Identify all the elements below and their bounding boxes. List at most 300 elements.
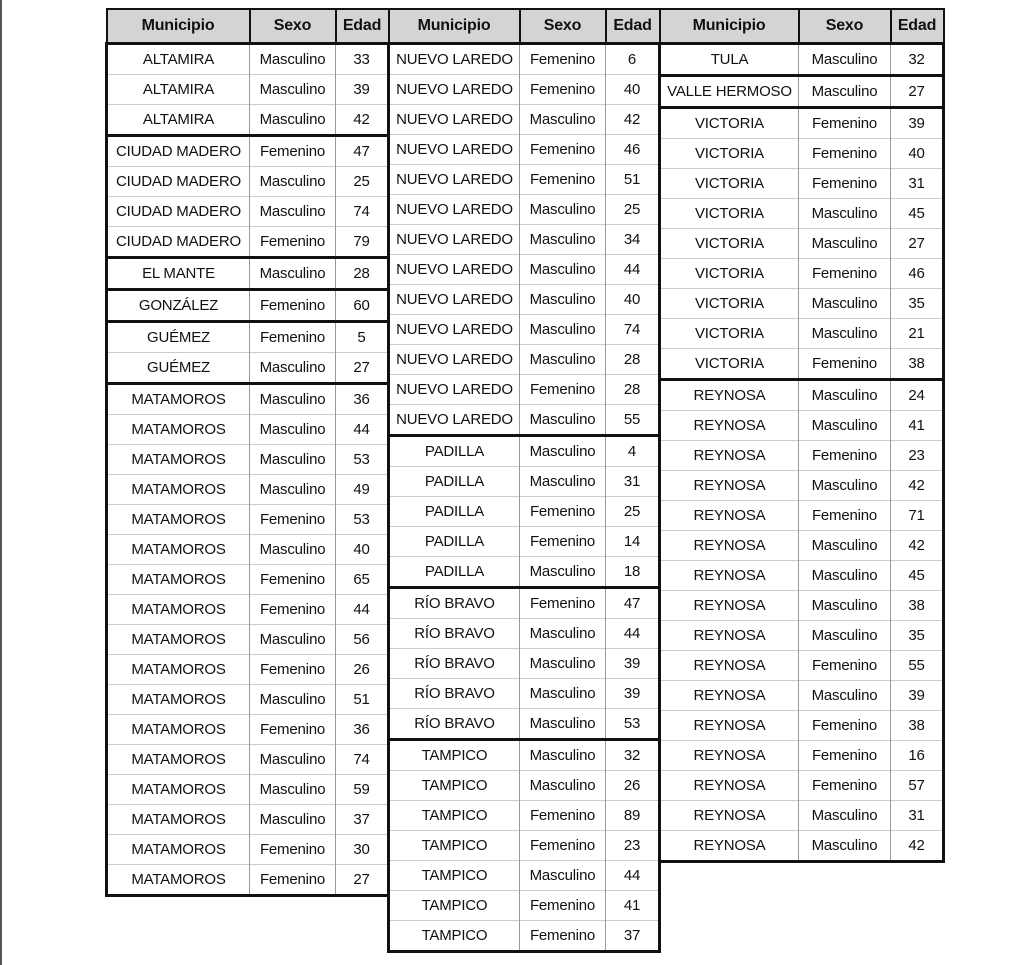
sexo-cell: Femenino [250, 865, 336, 896]
edad-cell: 5 [336, 322, 389, 353]
edad-cell: 42 [891, 831, 944, 862]
municipio-cell: RÍO BRAVO [389, 619, 520, 649]
sexo-cell: Masculino [799, 380, 891, 411]
sexo-cell: Femenino [250, 136, 336, 167]
municipio-cell: MATAMOROS [107, 715, 250, 745]
edad-cell: 31 [891, 801, 944, 831]
sexo-cell: Femenino [520, 588, 606, 619]
sexo-cell: Femenino [520, 135, 606, 165]
sexo-cell: Masculino [520, 285, 606, 315]
municipio-cell: MATAMOROS [107, 835, 250, 865]
sexo-cell: Femenino [250, 715, 336, 745]
municipio-cell: ALTAMIRA [107, 105, 250, 136]
table-row [107, 835, 389, 865]
edad-cell: 60 [336, 290, 389, 322]
header-sexo: Sexo [799, 9, 891, 44]
sexo-cell: Femenino [250, 290, 336, 322]
sexo-cell: Masculino [520, 679, 606, 709]
sexo-cell: Masculino [799, 681, 891, 711]
sexo-cell: Femenino [799, 441, 891, 471]
edad-cell: 41 [606, 891, 660, 921]
table-row [389, 557, 660, 588]
municipio-cell: NUEVO LAREDO [389, 44, 520, 75]
sexo-cell: Masculino [250, 258, 336, 290]
edad-cell: 36 [336, 384, 389, 415]
table-row [107, 805, 389, 835]
sexo-cell: Masculino [250, 384, 336, 415]
table-row [389, 619, 660, 649]
sexo-cell: Masculino [250, 535, 336, 565]
municipio-cell: VICTORIA [660, 259, 799, 289]
sexo-cell: Femenino [799, 651, 891, 681]
municipio-cell: MATAMOROS [107, 445, 250, 475]
header-edad: Edad [606, 9, 660, 44]
municipio-cell: REYNOSA [660, 591, 799, 621]
municipio-cell: GONZÁLEZ [107, 290, 250, 322]
edad-cell: 40 [606, 75, 660, 105]
table-row [389, 75, 660, 105]
sexo-cell: Femenino [520, 75, 606, 105]
table-row [660, 349, 944, 380]
municipio-cell: MATAMOROS [107, 625, 250, 655]
edad-cell: 74 [606, 315, 660, 345]
sexo-cell: Masculino [520, 861, 606, 891]
table-row [107, 445, 389, 475]
sexo-cell: Femenino [250, 227, 336, 258]
sexo-cell: Masculino [250, 105, 336, 136]
edad-cell: 79 [336, 227, 389, 258]
edad-cell: 46 [891, 259, 944, 289]
table-row [660, 681, 944, 711]
table-row [389, 801, 660, 831]
sexo-cell: Femenino [250, 505, 336, 535]
table-row [389, 467, 660, 497]
sexo-cell: Masculino [799, 831, 891, 862]
table-row [107, 258, 389, 290]
sexo-cell: Masculino [799, 561, 891, 591]
sexo-cell: Masculino [799, 199, 891, 229]
sexo-cell: Masculino [520, 345, 606, 375]
sexo-cell: Masculino [799, 319, 891, 349]
table-row [389, 285, 660, 315]
table-row [389, 497, 660, 527]
sexo-cell: Masculino [520, 740, 606, 771]
sexo-cell: Masculino [250, 415, 336, 445]
sexo-cell: Masculino [520, 255, 606, 285]
sexo-cell: Masculino [250, 745, 336, 775]
sexo-cell: Masculino [520, 557, 606, 588]
edad-cell: 57 [891, 771, 944, 801]
edad-cell: 47 [336, 136, 389, 167]
table-row [107, 505, 389, 535]
sexo-cell: Masculino [520, 709, 606, 740]
municipio-cell: VICTORIA [660, 169, 799, 199]
table-header-row [660, 9, 944, 44]
edad-cell: 45 [891, 561, 944, 591]
table-row [107, 384, 389, 415]
municipio-cell: MATAMOROS [107, 685, 250, 715]
edad-cell: 38 [891, 591, 944, 621]
edad-cell: 44 [336, 595, 389, 625]
edad-cell: 32 [891, 44, 944, 76]
edad-cell: 39 [891, 681, 944, 711]
municipio-cell: PADILLA [389, 497, 520, 527]
municipio-cell: PADILLA [389, 527, 520, 557]
edad-cell: 74 [336, 745, 389, 775]
municipio-cell: ALTAMIRA [107, 75, 250, 105]
edad-cell: 71 [891, 501, 944, 531]
sexo-cell: Masculino [250, 685, 336, 715]
data-table-3 [658, 8, 945, 863]
municipio-cell: REYNOSA [660, 801, 799, 831]
edad-cell: 14 [606, 527, 660, 557]
page-edge-line [0, 0, 2, 965]
table-row [660, 169, 944, 199]
municipio-cell: REYNOSA [660, 681, 799, 711]
edad-cell: 55 [891, 651, 944, 681]
table-row [660, 831, 944, 862]
edad-cell: 27 [336, 865, 389, 896]
edad-cell: 65 [336, 565, 389, 595]
table-row [660, 380, 944, 411]
edad-cell: 39 [606, 679, 660, 709]
table-row [107, 197, 389, 227]
table-row [660, 501, 944, 531]
sexo-cell: Masculino [520, 315, 606, 345]
edad-cell: 38 [891, 349, 944, 380]
table-row [660, 289, 944, 319]
sexo-cell: Masculino [799, 289, 891, 319]
municipio-cell: TAMPICO [389, 831, 520, 861]
edad-cell: 33 [336, 44, 389, 75]
sexo-cell: Femenino [799, 169, 891, 199]
edad-cell: 28 [606, 345, 660, 375]
municipio-cell: VICTORIA [660, 289, 799, 319]
municipio-cell: TAMPICO [389, 740, 520, 771]
municipio-cell: PADILLA [389, 436, 520, 467]
sexo-cell: Femenino [520, 831, 606, 861]
sexo-cell: Femenino [250, 322, 336, 353]
sexo-cell: Femenino [799, 349, 891, 380]
sexo-cell: Masculino [799, 591, 891, 621]
sexo-cell: Masculino [520, 436, 606, 467]
table-row [389, 740, 660, 771]
table-row [660, 651, 944, 681]
sexo-cell: Masculino [250, 75, 336, 105]
table-row [107, 105, 389, 136]
sexo-cell: Masculino [520, 649, 606, 679]
sexo-cell: Masculino [799, 44, 891, 76]
municipio-cell: REYNOSA [660, 531, 799, 561]
table-row [660, 44, 944, 76]
table-row [389, 861, 660, 891]
table-row [660, 621, 944, 651]
municipio-cell: RÍO BRAVO [389, 649, 520, 679]
table-row [107, 227, 389, 258]
data-table-1 [105, 8, 390, 897]
sexo-cell: Femenino [799, 108, 891, 139]
edad-cell: 25 [606, 195, 660, 225]
municipio-cell: NUEVO LAREDO [389, 375, 520, 405]
header-sexo: Sexo [250, 9, 336, 44]
table-row [389, 831, 660, 861]
table-row [389, 771, 660, 801]
edad-cell: 35 [891, 289, 944, 319]
edad-cell: 44 [606, 861, 660, 891]
table-row [107, 44, 389, 75]
municipio-cell: NUEVO LAREDO [389, 165, 520, 195]
municipio-cell: NUEVO LAREDO [389, 75, 520, 105]
sexo-cell: Masculino [520, 105, 606, 135]
sexo-cell: Masculino [520, 619, 606, 649]
edad-cell: 42 [606, 105, 660, 135]
table-row [389, 588, 660, 619]
table-row [389, 105, 660, 135]
table-row [107, 775, 389, 805]
sexo-cell: Femenino [250, 595, 336, 625]
header-municipio: Municipio [389, 9, 520, 44]
table-row [660, 531, 944, 561]
table-row [107, 475, 389, 505]
municipio-cell: VICTORIA [660, 349, 799, 380]
municipio-cell: TULA [660, 44, 799, 76]
table-row [389, 195, 660, 225]
table-row [107, 353, 389, 384]
edad-cell: 44 [336, 415, 389, 445]
municipio-cell: VICTORIA [660, 229, 799, 259]
table-row [660, 801, 944, 831]
municipio-cell: REYNOSA [660, 711, 799, 741]
edad-cell: 42 [336, 105, 389, 136]
edad-cell: 39 [336, 75, 389, 105]
table-row [107, 415, 389, 445]
municipio-cell: EL MANTE [107, 258, 250, 290]
table-row [660, 199, 944, 229]
table-row [107, 865, 389, 896]
table-row [660, 591, 944, 621]
table-row [389, 405, 660, 436]
edad-cell: 49 [336, 475, 389, 505]
sexo-cell: Femenino [250, 655, 336, 685]
municipio-cell: CIUDAD MADERO [107, 227, 250, 258]
table-row [660, 259, 944, 289]
sexo-cell: Masculino [250, 625, 336, 655]
edad-cell: 34 [606, 225, 660, 255]
edad-cell: 27 [891, 229, 944, 259]
municipio-cell: MATAMOROS [107, 865, 250, 896]
sexo-cell: Masculino [520, 405, 606, 436]
edad-cell: 40 [891, 139, 944, 169]
table-row [389, 375, 660, 405]
sexo-cell: Femenino [799, 501, 891, 531]
edad-cell: 23 [891, 441, 944, 471]
table-body [389, 44, 660, 952]
municipio-cell: REYNOSA [660, 831, 799, 862]
municipio-cell: CIUDAD MADERO [107, 197, 250, 227]
municipio-cell: PADILLA [389, 557, 520, 588]
table-row [660, 411, 944, 441]
sexo-cell: Masculino [799, 531, 891, 561]
municipio-cell: VICTORIA [660, 199, 799, 229]
header-edad: Edad [336, 9, 389, 44]
edad-cell: 4 [606, 436, 660, 467]
municipio-cell: GUÉMEZ [107, 353, 250, 384]
edad-cell: 40 [336, 535, 389, 565]
municipio-cell: MATAMOROS [107, 595, 250, 625]
municipio-cell: REYNOSA [660, 621, 799, 651]
municipio-cell: TAMPICO [389, 801, 520, 831]
municipio-cell: MATAMOROS [107, 475, 250, 505]
table-row [389, 921, 660, 952]
municipio-cell: MATAMOROS [107, 745, 250, 775]
municipio-cell: RÍO BRAVO [389, 588, 520, 619]
edad-cell: 53 [336, 445, 389, 475]
municipio-cell: REYNOSA [660, 561, 799, 591]
sexo-cell: Femenino [799, 139, 891, 169]
table-row [389, 135, 660, 165]
sexo-cell: Masculino [250, 353, 336, 384]
municipio-cell: MATAMOROS [107, 655, 250, 685]
sexo-cell: Femenino [520, 375, 606, 405]
table-row [389, 891, 660, 921]
edad-cell: 44 [606, 619, 660, 649]
edad-cell: 41 [891, 411, 944, 441]
edad-cell: 18 [606, 557, 660, 588]
municipio-cell: PADILLA [389, 467, 520, 497]
table-header-row [107, 9, 389, 44]
municipio-cell: GUÉMEZ [107, 322, 250, 353]
edad-cell: 42 [891, 471, 944, 501]
municipio-cell: MATAMOROS [107, 775, 250, 805]
sexo-cell: Femenino [520, 921, 606, 952]
table-row [107, 595, 389, 625]
municipio-cell: REYNOSA [660, 501, 799, 531]
sexo-cell: Masculino [799, 471, 891, 501]
edad-cell: 38 [891, 711, 944, 741]
edad-cell: 74 [336, 197, 389, 227]
municipio-cell: TAMPICO [389, 861, 520, 891]
sexo-cell: Femenino [520, 891, 606, 921]
municipio-cell: REYNOSA [660, 771, 799, 801]
table-row [660, 108, 944, 139]
municipio-cell: REYNOSA [660, 741, 799, 771]
edad-cell: 45 [891, 199, 944, 229]
edad-cell: 28 [336, 258, 389, 290]
table-row [107, 290, 389, 322]
sexo-cell: Masculino [250, 475, 336, 505]
header-municipio: Municipio [107, 9, 250, 44]
municipio-cell: VICTORIA [660, 319, 799, 349]
table-body [107, 44, 389, 896]
table-row [660, 741, 944, 771]
table-row [389, 527, 660, 557]
table-row [660, 471, 944, 501]
municipio-cell: RÍO BRAVO [389, 709, 520, 740]
edad-cell: 26 [606, 771, 660, 801]
table-row [107, 535, 389, 565]
sexo-cell: Femenino [250, 835, 336, 865]
municipio-cell: ALTAMIRA [107, 44, 250, 75]
municipio-cell: VICTORIA [660, 139, 799, 169]
municipio-cell: NUEVO LAREDO [389, 315, 520, 345]
table-row [389, 649, 660, 679]
edad-cell: 56 [336, 625, 389, 655]
edad-cell: 16 [891, 741, 944, 771]
municipio-cell: NUEVO LAREDO [389, 345, 520, 375]
municipio-cell: NUEVO LAREDO [389, 135, 520, 165]
table-row [107, 655, 389, 685]
edad-cell: 37 [336, 805, 389, 835]
edad-cell: 42 [891, 531, 944, 561]
municipio-cell: MATAMOROS [107, 805, 250, 835]
table-row [389, 44, 660, 75]
edad-cell: 39 [606, 649, 660, 679]
edad-cell: 32 [606, 740, 660, 771]
sexo-cell: Femenino [799, 741, 891, 771]
municipio-cell: RÍO BRAVO [389, 679, 520, 709]
header-edad: Edad [891, 9, 944, 44]
table-row [389, 225, 660, 255]
edad-cell: 53 [606, 709, 660, 740]
edad-cell: 23 [606, 831, 660, 861]
edad-cell: 31 [606, 467, 660, 497]
municipio-cell: VICTORIA [660, 108, 799, 139]
municipio-cell: REYNOSA [660, 411, 799, 441]
sexo-cell: Femenino [520, 527, 606, 557]
sexo-cell: Masculino [799, 801, 891, 831]
edad-cell: 51 [606, 165, 660, 195]
table-row [107, 136, 389, 167]
sexo-cell: Masculino [520, 225, 606, 255]
municipio-cell: REYNOSA [660, 651, 799, 681]
sexo-cell: Femenino [799, 259, 891, 289]
table-row [660, 711, 944, 741]
municipio-cell: REYNOSA [660, 471, 799, 501]
municipio-cell: MATAMOROS [107, 565, 250, 595]
edad-cell: 31 [891, 169, 944, 199]
municipio-cell: MATAMOROS [107, 415, 250, 445]
edad-cell: 25 [606, 497, 660, 527]
municipio-cell: NUEVO LAREDO [389, 255, 520, 285]
sexo-cell: Masculino [250, 805, 336, 835]
table-row [107, 75, 389, 105]
table-row [389, 679, 660, 709]
edad-cell: 28 [606, 375, 660, 405]
municipio-cell: MATAMOROS [107, 505, 250, 535]
table-row [660, 441, 944, 471]
sexo-cell: Masculino [799, 229, 891, 259]
municipio-cell: TAMPICO [389, 891, 520, 921]
municipio-cell: NUEVO LAREDO [389, 285, 520, 315]
edad-cell: 6 [606, 44, 660, 75]
sexo-cell: Masculino [799, 411, 891, 441]
sexo-cell: Femenino [799, 771, 891, 801]
municipio-cell: NUEVO LAREDO [389, 225, 520, 255]
sexo-cell: Masculino [520, 467, 606, 497]
table-header-row [389, 9, 660, 44]
sexo-cell: Masculino [250, 197, 336, 227]
edad-cell: 35 [891, 621, 944, 651]
table-row [389, 436, 660, 467]
edad-cell: 39 [891, 108, 944, 139]
sexo-cell: Masculino [250, 775, 336, 805]
edad-cell: 27 [891, 76, 944, 108]
edad-cell: 25 [336, 167, 389, 197]
table-row [107, 565, 389, 595]
sexo-cell: Femenino [520, 497, 606, 527]
edad-cell: 37 [606, 921, 660, 952]
sexo-cell: Femenino [799, 711, 891, 741]
